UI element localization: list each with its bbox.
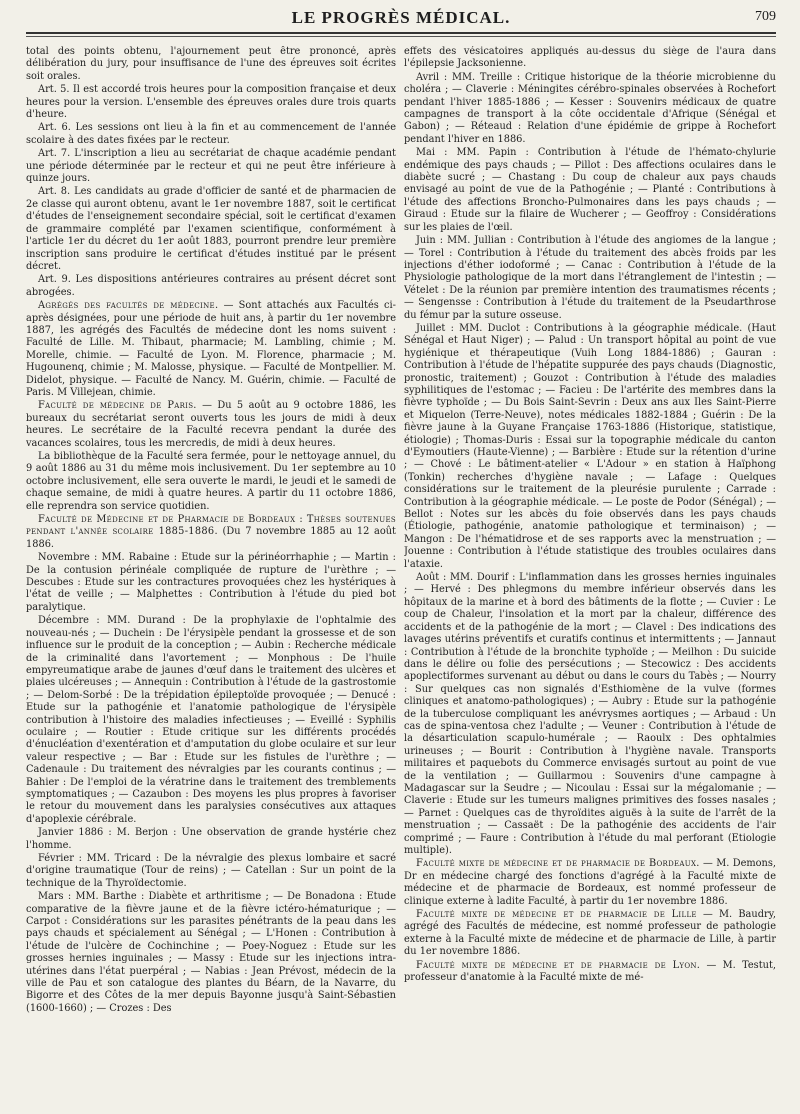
left-column: [26, 46, 396, 1106]
paragraph-text: Décembre : MM. Durand : De la prophylaxie de l'ophtalmie des nouveau-nés ; — Duchein : De l'érysipèle pendant la grossesse et de son influence sur le produit de la conception ; — Aubin : Recherche médicale de la criminalité dans l'avortement ; — Monphous : De l'huile empyreumatique arabe de jaunes d'œuf dans le traitement des ulcères et plaies ulcéreuses ; — Annequin : Contribution à l'étude de la gastrostomie ; — Delom-Sorbé : De la trépidation épileptoïde provoquée ; — Denucé : Etude sur la pathogénie et l'anatomie pathologique de l'érysipèle contribution à l'histoire des maladies infectieuses ; — Eveillé : Syphilis oculaire ; — Routier : Etude critique sur les différents procédés d'énucléation d'exentération et d'amputation du globe oculaire et sur leur valeur respective ; — Bar : Etude sur les fistules de l'urèthre ; — Cadenaule : Du traitement des névralgies par les courants continus ; — Bahier : De l'emploi de la vératrine dans le traitement des tremblements symptomatiques ; — Cazaubon : Des moyens les plus propres à favoriser le retour du mouvement dans les paralysies consécutives aux attaques d'apoplexie cérébrale.: [26, 615, 396, 825]
section-heading: Faculté mixte de médecine et de pharmacie de Lille: [416, 909, 697, 921]
header-rule-thin: [26, 36, 776, 37]
section-heading: Faculté mixte de médecine et de pharmacie de Bordeaux.: [416, 858, 700, 870]
paragraph: [404, 909, 776, 959]
paragraph: [26, 827, 396, 852]
paragraph: [26, 514, 396, 551]
paragraph: [26, 853, 396, 890]
paragraph-text: Art. 8. Les candidats au grade d'officier de santé et de pharmacien de 2e classe qui auront obtenu, avant le 1er novembre 1887, soit le certificat d'études de l'enseignement secondaire spécial, soit le certificat d'examen de grammaire complété par l'examen scientifique, conformément à l'article 1er du décret du 1er août 1883, pourront prendre leur première inscription sans produire le certificat d'études institué par le présent décret.: [26, 186, 396, 272]
paragraph-text: Art. 5. Il est accordé trois heures pour la composition française et deux heures pour la version. L'ensemble des épreuves orales dure trois quarts d'heure.: [26, 84, 396, 121]
section-heading: Agrégés des facultés de médecine.: [38, 300, 219, 312]
paragraph-text: — M. Testut, professeur d'anatomie à la Faculté mixte de mé-: [404, 959, 776, 984]
paragraph-text: Avril : MM. Treille : Critique historique de la théorie microbienne du choléra ; — Claverie : Méningites cérébro-spinales observées à Rochefort pendant l'hiver 1885-1886 ; — Kesser : Souvenirs médicaux de quatre campagnes de transport à la côte occidentale d'Afrique (Sénégal et Gabon) ; — Réteaud : Relation d'une épidémie de grippe à Rochefort pendant l'hiver en 1886.: [404, 71, 776, 145]
journal-title: LE PROGRÈS MÉDICAL.: [291, 8, 511, 27]
paragraph: [26, 552, 396, 614]
paragraph-text: Juin : MM. Jullian : Contribution à l'étude des angiomes de la langue ; — Torel : Contribution à l'étude du traitement des abcès froids par les injections d'éther iodoformé ; — Canac : Contribution à l'étude de la Physiologie pathologique de la mort dans l'étranglement de l'intestin ; — Vételet : De la réunion par première intention des traumatismes récents ; — Sengensse : Contribution à l'étude du traitement de la Pseudarthrose du fémur par la suture osseuse.: [404, 235, 776, 321]
right-column: [404, 46, 776, 1106]
paragraph-text: Juillet : MM. Duclot : Contributions à la géographie médicale. (Haut Sénégal et Haut Niger) ; — Palud : Un transport hôpital au point de vue hygiénique et thérapeutique (Vuih Long 1884-1886) ; Gauran : Contribution à l'étude de l'hépatite suppurée des pays chauds (Diagnostic, pronostic, traitement) ; Gouzot : Contribution à l'étude des maladies syphilitiques de l'estomac ; — Facieu : De l'artérite des membres dans la fièvre typhoïde ; — Du Bois Saint-Sevrin : Deux ans aux Iles Saint-Pierre et Miquelon (Terre-Neuve), notes médicales 1882-1884 ; Guérin : De la fièvre jaune à la Guyane Française 1763-1886 (Historique, statistique, étiologie) ; Thomas-Duris : Essai sur la topographie médicale du canton d'Eymoutiers (Haute-Vienne) ; — Barbière : Etude sur la rétention d'urine ; — Chové : Le bâtiment-atelier « L'Adour » en station à Haïphong (Tonkin) recherches d'hygiène navale ; — Lafage : Quelques considérations sur le traitement de la pleurésie purulente ; Carrade : Contribution à la géographie médicale. — Le poste de Podor (Sénégal) ; — Bellot : Notes sur les abcès du foie observés dans les pays chauds (Étiologie, pathogénie, anatomie pathologique et terminaison) ; — Mangon : De l'hématidrose et de ses rapports avec la menstruation ; — Jouenne : Contribution à l'étude statistique des troubles oculaires dans l'ataxie.: [404, 322, 776, 570]
paragraph: [26, 274, 396, 299]
paragraph-text: — Du 5 août au 9 octobre 1886, les bureaux du secrétariat seront ouverts tous les jours de midi à deux heures. Le secrétaire de la Faculté recevra pendant la durée des vacances scolaires, tous les mercredis, de midi à deux heures.: [26, 400, 396, 449]
paragraph-text: total des points obtenu, l'ajournement peut être prononcé, après délibération du jury, pour insuffisance de l'une des épreuves soit écrites soit orales.: [26, 46, 396, 82]
page-number: 709: [755, 9, 776, 24]
paragraph-text: Art. 7. L'inscription a lieu au secrétariat de chaque académie pendant une période déterminée par le recteur et qui ne peut être inférieure à quinze jours.: [26, 148, 396, 185]
paragraph-text: Mai : MM. Papin : Contribution à l'étude de l'hémato-chylurie endémique des pays chauds ; — Pillot : Des affections oculaires dans le diabète sucré ; — Chastang : Du coup de chaleur aux pays chauds envisagé au point de vue de la Pathogénie ; — Planté : Contributions à l'étude des affections Broncho-Pulmonaires dans les pays chauds ; — Giraud : Etude sur la filaire de Wucherer ; — Geoffroy : Considérations sur les plaies de l'œil.: [404, 147, 776, 233]
paragraph-text: Novembre : MM. Rabaine : Etude sur la périnéorrhaphie ; — Martin : De la contusion périnéale compliquée de rupture de l'urèthre ; — Descubes : Etude sur les contractures provoquées chez les hystériques à l'état de veille ; — Malphettes : Contribution à l'étude du pied bot paralytique.: [26, 552, 396, 613]
paragraph-text: Art. 6. Les sessions ont lieu à la fin et au commencement de l'année scolaire à des dates fixées par le recteur.: [26, 122, 396, 146]
paragraph: [404, 323, 776, 571]
paragraph: [26, 300, 396, 399]
paragraph-text: — M. Demons, Dr en médecine chargé des fonctions d'agrégé à la Faculté mixte de médecine et de pharmacie de Bordeaux, est nommé professeur de clinique externe à ladite Faculté, à partir du 1er novembre 1886.: [404, 858, 776, 907]
paragraph: [404, 572, 776, 857]
paragraph-text: Art. 9. Les dispositions antérieures contraires au présent décret sont abrogées.: [26, 274, 396, 298]
paragraph-text: Août : MM. Dourif : L'inflammation dans les grosses hernies inguinales ; — Hervé : Des phlegmons du membre inférieur observés dans les hôpitaux de la marine et à bord des bâtiments de la flotte ; — Cuvier : Le coup de Chaleur, l'insolation et la mort par la chaleur, différence des accidents et de la pathogénie de la mort ; — Clavel : Des indications des lavages utérins préventifs et curatifs continus et intermittents ; — Jannaut : Contribution à l'étude de la bronchite typhoïde ; — Meilhon : Du suicide dans le délire ou folie des persécutions ; — Stecowicz : Des accidents apoplectiformes survenant au début ou dans le cours du Tabès ; — Nourry : Sur quelques cas non signalés d'Esthiomène de la vulve (formes cliniques et anatomo-pathologiques) ; — Aubry : Etude sur la pathogénie de la tuberculose compliquant les anévrysmes aortiques ; — Arbaud : Un cas de spina-ventosa chez l'adulte ; — Veuner : Contribution à l'étude de la désarticulation scapulo-humérale ; — Raoulx : Des ophtalmies urineuses ; — Bourit : Contribution à l'hygiène navale. Transports militaires et paquebots du Commerce envisagés surtout au point de vue de la ventilation ; — Guillarmou : Souvenirs d'une campagne à Madagascar sur la Seudre ; — Nicoulau : Essai sur la mégalomanie ; — Claverie : Etude sur les tumeurs malignes primitives des fosses nasales ; — Parnet : Quelques cas de thyroïdites aiguës à la suite de l'arrêt de la menstruation ; — Cassaët : De la pathogénie des accidents de l'air comprimé ; — Faure : Contribution à l'étude du mal perforant (Etiologie multiple).: [404, 572, 776, 856]
paragraph: [404, 235, 776, 322]
running-header: [26, 8, 776, 32]
paragraph-text: effets des vésicatoires appliqués au-dessus du siège de l'aura dans l'épilepsie Jacksonienne.: [404, 46, 776, 70]
paragraph: [26, 46, 396, 83]
section-heading: Faculté mixte de médecine et de pharmacie de Lyon.: [416, 959, 701, 971]
paragraph: [26, 451, 396, 513]
paragraph: [26, 615, 396, 826]
paragraph-text: (Du 7 novembre 1885 au 12 août 1886.: [26, 526, 396, 550]
paragraph: [404, 147, 776, 234]
paragraph: [26, 122, 396, 147]
paragraph: [26, 186, 396, 273]
paragraph-text: Mars : MM. Barthe : Diabète et arthritisme ; — De Bonadona : Etude comparative de la fièvre jaune et de la fièvre ictéro-hématurique ; — Carpot : Considérations sur les parasites pénétrants de la peau dans les pays chauds et spécialement au Sénégal ; — L'Honen : Contribution à l'étude de l'ulcère de Cochinchine ; — Poey-Noguez : Etude sur les grosses hernies inguinales ; — Massy : Etude sur les injections intra-utérines dans l'état puerpéral ; — Nabias : Jean Prévost, médecin de la ville de Pau et son catalogue des plantes du Béarn, de la Navarre, du Bigorre et des Côtes de la mer depuis Bayonne jusqu'à Saint-Sébastien (1600-1660) ; — Crozes : Des: [26, 891, 396, 1014]
paragraph-text: La bibliothèque de la Faculté sera fermée, pour le nettoyage annuel, du 9 août 1886 au 31 du même mois inclusivement. Du 1er septembre au 10 octobre inclusivement, elle sera ouverte le mardi, le jeudi et le samedi de chaque semaine, de midi à quatre heures. A partir du 11 octobre 1886, elle reprendra son service quotidien.: [26, 451, 396, 512]
header-rule: [26, 32, 776, 34]
paragraph: [26, 84, 396, 121]
section-heading: Faculté de médecine de Paris.: [38, 400, 197, 412]
paragraph: [26, 891, 396, 1015]
paragraph-text: Janvier 1886 : M. Berjon : Une observation de grande hystérie chez l'homme.: [26, 827, 396, 851]
paragraph: [26, 148, 396, 185]
section-heading: Faculté de Médecine et de Pharmacie de Bordeaux : Thèses soutenues pendant l'année scolaire 1885-1886.: [26, 514, 396, 538]
paragraph-text: — Sont attachés aux Facultés ci-après désignées, pour une période de huit ans, à partir du 1er novembre 1887, les agrégés des Facultés de médecine dont les noms suivent : Faculté de Lille. M. Thibaut, pharmacie; M. Lambling, chimie ; M. Morelle, chimie. — Faculté de Lyon. M. Florence, pharmacie ; M. Hugounenq, chimie ; M. Malosse, physique. — Faculté de Montpellier. M. Didelot, physique. — Faculté de Nancy. M. Guérin, chimie. — Faculté de Paris. M Villejean, chimie.: [26, 300, 396, 398]
paragraph: [404, 960, 776, 985]
paragraph-text: — M. Baudry, agrégé des Facultés de médecine, est nommé professeur de pathologie externe à la Faculté mixte de médecine et de pharmacie de Lille, à partir du 1er novembre 1886.: [404, 909, 776, 958]
paragraph: [26, 400, 396, 450]
paragraph: [404, 72, 776, 146]
paragraph-text: Février : MM. Tricard : De la névralgie des plexus lombaire et sacré d'origine traumatique (Tour de reins) ; — Catellan : Sur un point de la technique de la Thyroïdectomie.: [26, 853, 396, 889]
paragraph: [404, 46, 776, 71]
paragraph: [404, 858, 776, 908]
